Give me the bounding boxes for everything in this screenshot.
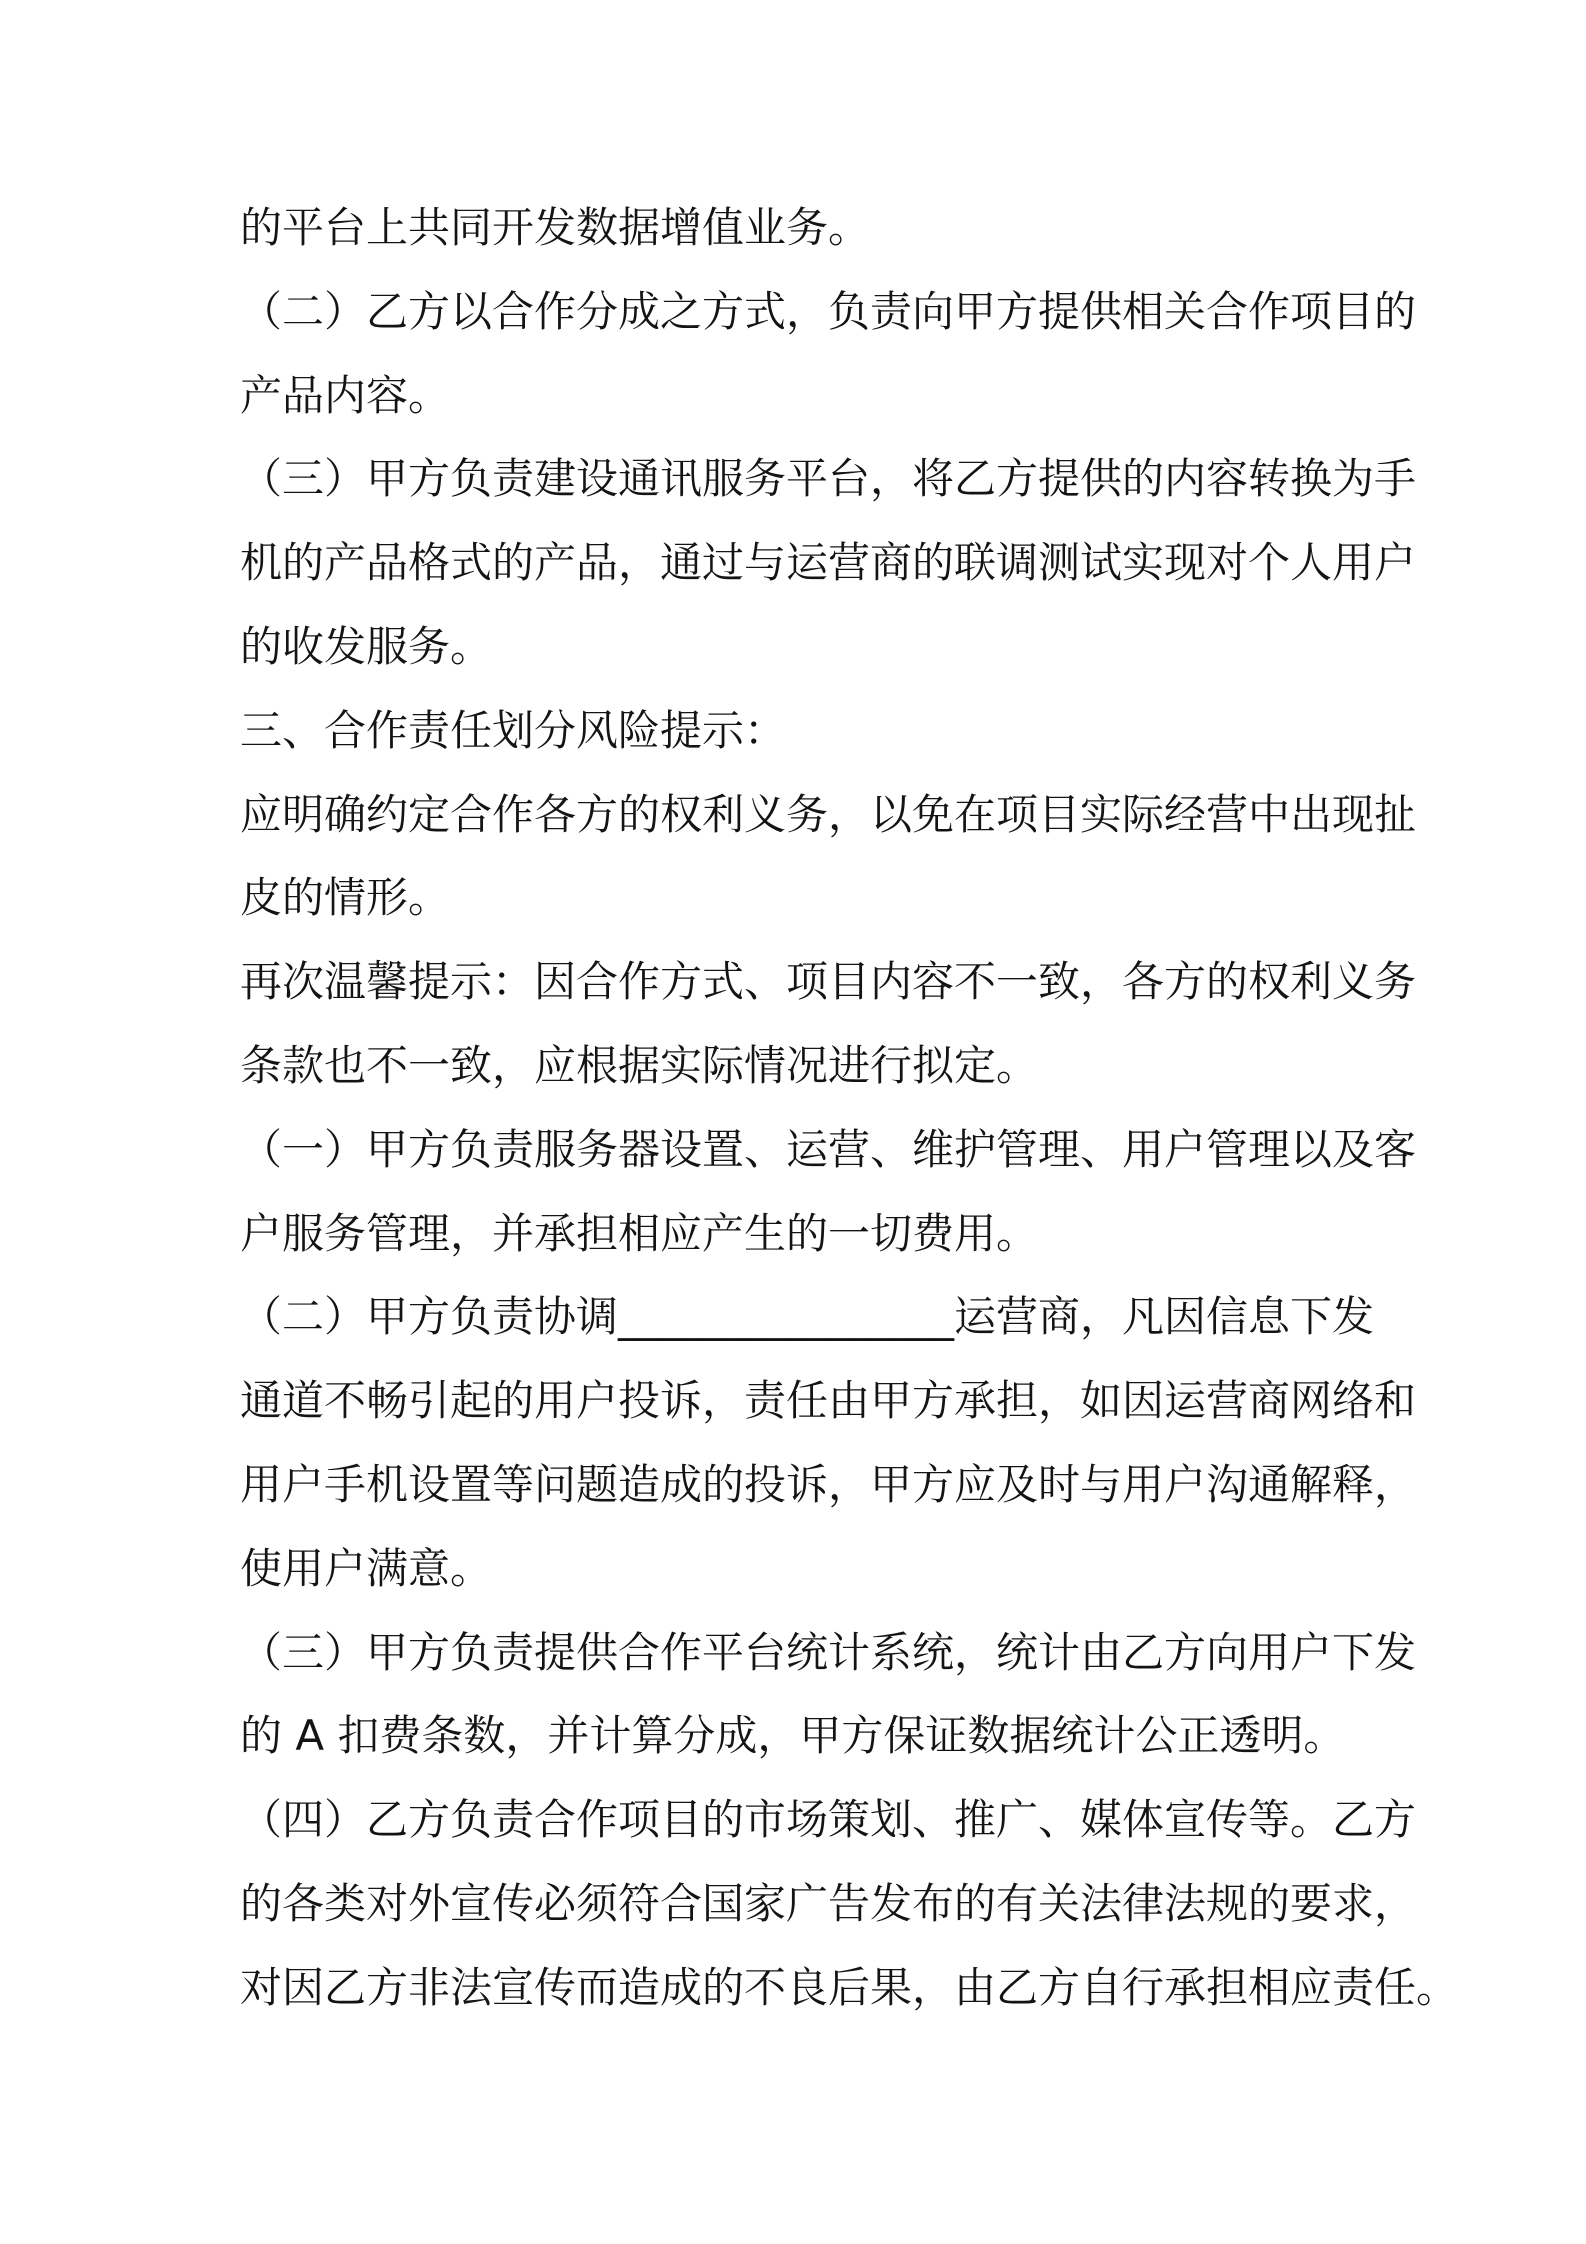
- text-line: 对因乙方非法宣传而造成的不良后果，由乙方自行承担相应责任。: [240, 1962, 1459, 2012]
- text-line: 条款也不一致，应根据实际情况进行拟定。: [240, 1040, 1039, 1090]
- section-heading: 三、合作责任划分风险提示：: [240, 705, 787, 755]
- text-line: 使用户满意。: [240, 1543, 493, 1593]
- text-line: （二）乙方以合作分成之方式，负责向甲方提供相关合作项目的: [240, 286, 1417, 336]
- text-line: 的平台上共同开发数据增值业务。: [240, 203, 871, 252]
- text-line: 机的产品格式的产品，通过与运营商的联调测试实现对个人用户: [240, 538, 1417, 588]
- text-line: （三）甲方负责建设通讯服务平台，将乙方提供的内容转换为手: [240, 454, 1417, 504]
- text-line: （三）甲方负责提供合作平台统计系统，统计由乙方向用户下发: [240, 1627, 1417, 1677]
- text-line: 应明确约定合作各方的权利义务，以免在项目实际经营中出现扯: [240, 789, 1417, 839]
- text-line: 产品内容。: [240, 370, 451, 420]
- text-line: （二）甲方负责协调________________运营商，凡因信息下发: [240, 1292, 1375, 1342]
- text-line: （一）甲方负责服务器设置、运营、维护管理、用户管理以及客: [240, 1124, 1417, 1174]
- text-line: 的收发服务。: [240, 621, 493, 671]
- document-body: [240, 186, 1459, 2030]
- text-line: 用户手机设置等问题造成的投诉，甲方应及时与用户沟通解释，: [240, 1459, 1417, 1509]
- text-line: 皮的情形。: [240, 873, 451, 923]
- text-line: 的 A 扣费条数，并计算分成，甲方保证数据统计公正透明。: [240, 1711, 1346, 1761]
- text-line: 通道不畅引起的用户投诉，责任由甲方承担，如因运营商网络和: [240, 1376, 1417, 1426]
- text-line: 户服务管理，并承担相应产生的一切费用。: [240, 1208, 1039, 1258]
- text-line: 的各类对外宣传必须符合国家广告发布的有关法律法规的要求，: [240, 1878, 1417, 1928]
- text-line: 再次温馨提示：因合作方式、项目内容不一致，各方的权利义务: [240, 957, 1417, 1007]
- text-line: （四）乙方负责合作项目的市场策划、推广、媒体宣传等。乙方: [240, 1795, 1417, 1845]
